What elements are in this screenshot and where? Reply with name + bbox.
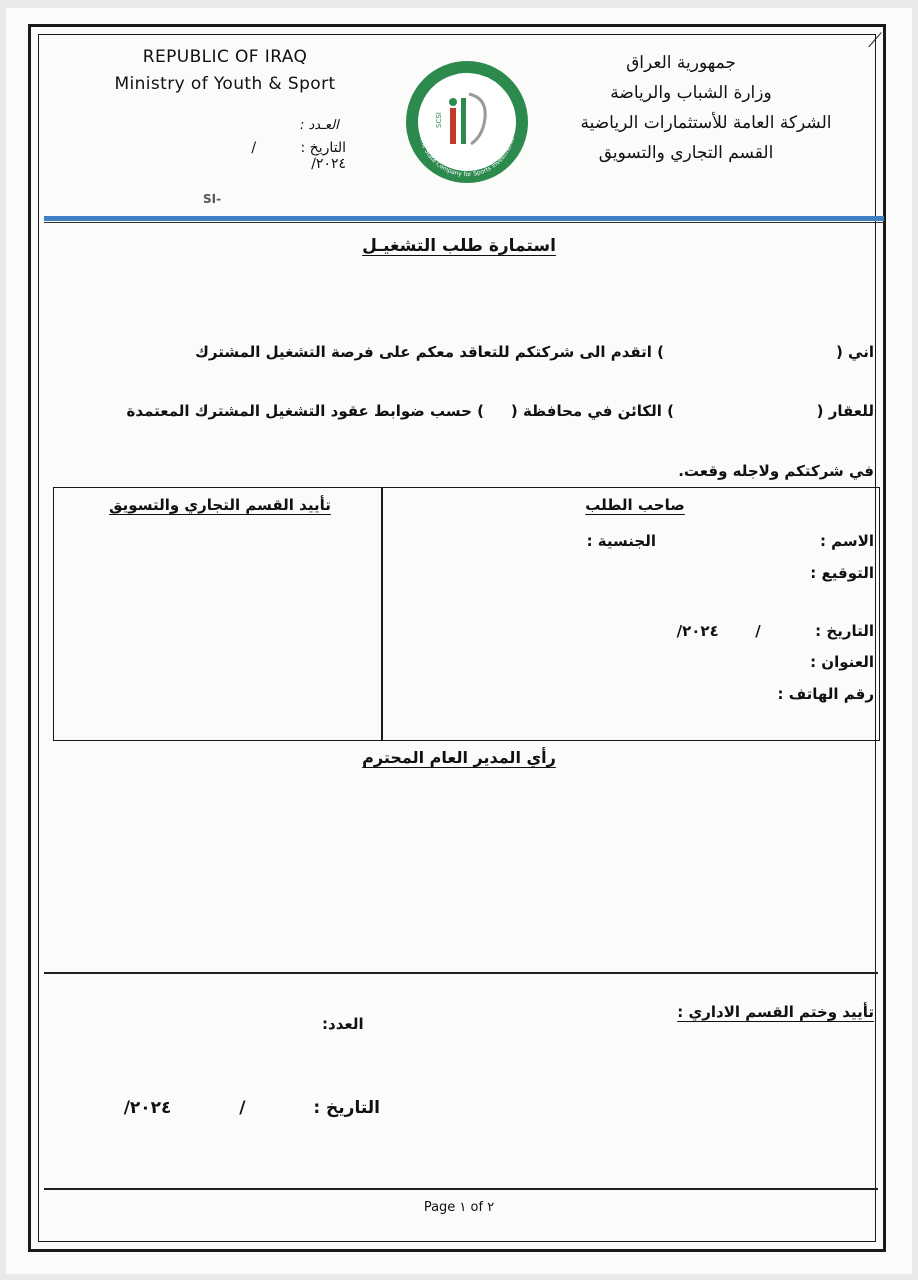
applicant-name-blank: اني ( [835,343,874,361]
reference-date-sep: / [251,140,257,156]
letterhead-country: REPUBLIC OF IRAQ [142,47,308,67]
property-blank: للعقار ( [816,402,874,420]
admin-date-year: ٢٠٢٤/ [123,1098,172,1118]
reference-date [176,140,346,172]
applicant-date-sep: / [755,622,761,640]
applicant-date [676,622,874,640]
company-logo [403,58,531,186]
request-statement: ) اتقدم الى شركتكم للتعاقد معكم على فرصة التشغيل المشترك [195,343,664,361]
admin-number-label: العدد: [322,1015,364,1033]
applicant-nationality-label: الجنسية : [586,532,656,550]
approval-table-divider [381,487,383,741]
arabic-letterhead [556,48,856,168]
applicant-phone-label: رقم الهاتف : [777,685,874,703]
body-line-3: في شركتكم ولاجله وقعت. [678,462,874,480]
form-title [0,236,918,256]
applicant-name-label: الاسم : [819,532,874,550]
letterhead-department-ar: القسم التجاري والتسويق [598,143,774,163]
header-rule-line [44,222,884,223]
marketing-section-title: تأييد القسم التجاري والتسويق [109,496,331,514]
letterhead-ministry-ar: وزارة الشباب والرياضة [610,83,772,103]
regulations-text: ) حسب ضوابط عقود التشغيل المشترك المعتمدة [126,402,484,420]
logo-bottom-text: The State Company for Sports Investments [418,136,516,179]
corner-mark: ⟋ [868,28,882,52]
applicant-date-year: ٢٠٢٤/ [676,622,719,640]
letterhead-country-ar: جمهورية العراق [626,53,736,73]
admin-date-sep: / [239,1098,246,1118]
reference-mark: SI- [203,192,222,206]
applicant-signature-label: التوقيع : [810,564,874,582]
page-number: Page ١ of ٢ [423,1200,495,1215]
footer-divider [44,1188,878,1190]
letterhead-company-ar: الشركة العامة للأستثمارات الرياضية [580,113,832,133]
province-blank: ) الكائن في محافظة ( [510,402,674,420]
approval-table [53,487,880,741]
reference-number: العـدد : [300,118,339,133]
applicant-date-label: التاريخ : [815,622,874,640]
logo-top-text: Ministry of Youth & Sport [425,71,509,100]
reference-date-year: ٢٠٢٤/ [311,156,346,172]
logo-center-text: SCSI [435,112,443,128]
english-letterhead [95,44,355,98]
director-opinion-title: رأي المدير العام المحترم [362,748,556,767]
section-divider [44,972,878,974]
form-title-text: استمارة طلب التشغيـل [362,236,556,256]
admin-date [120,1098,380,1118]
admin-approval-title: تأييد وختم القسم الاداري : [677,1003,874,1021]
letterhead-ministry: Ministry of Youth & Sport [114,74,336,94]
admin-date-label: التاريخ : [313,1098,380,1118]
applicant-section-title: صاحب الطلب [585,496,685,514]
reference-date-label: التاريخ : [300,140,346,156]
header-rule [44,216,884,221]
applicant-address-label: العنوان : [810,653,874,671]
